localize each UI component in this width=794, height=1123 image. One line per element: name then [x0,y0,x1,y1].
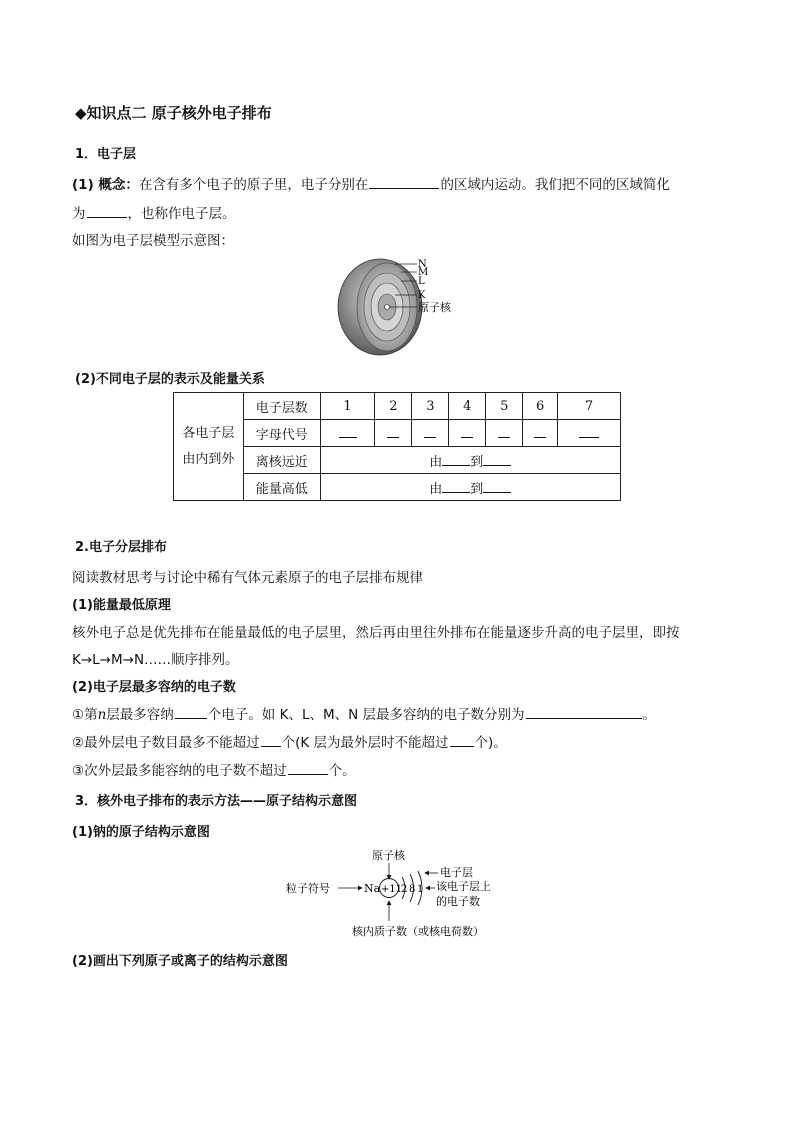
rule1-b: 层最多容纳 [106,707,174,723]
part2-sub1-heading: (1)能量最低原理 [72,598,171,613]
rule-2 [72,731,507,751]
part2-sub2-heading: (2)电子层最多容纳的电子数 [72,680,236,695]
label-l: L [418,276,425,287]
blank-rule1-counts [526,704,642,719]
rule1-c: 个电子。如 K、L、M、N 层最多容纳的电子数分别为 [207,707,525,723]
cell-shell-2: 2 [375,393,412,420]
electrons-shell-2: 8 [409,884,416,895]
blank-simplify [87,203,127,218]
part1-sub2-heading: (2)不同电子层的表示及能量关系 [75,372,265,387]
nucleus-label: 原子核 [372,849,405,862]
cell-shell-5: 5 [486,393,523,420]
rule1-n: n [97,707,107,723]
label-shell-number: 电子层数 [243,393,320,420]
blank-letter-6 [523,420,558,447]
nucleus-charge: +11 [381,884,403,895]
blank-rule2-a [261,732,281,747]
distance-to: 到 [470,454,484,470]
part2-sub1-text-b: K→L→M→N……顺序排列。 [72,652,239,668]
concept-text-b: 的区域内运动。我们把不同的区域简化 [440,177,670,193]
concept-label: (1) 概念： [72,177,139,193]
symbol-label: 粒子符号 [286,882,330,895]
blank-letter-7 [558,420,621,447]
label-k: K [418,290,426,301]
energy-cell [320,474,620,501]
label-nucleus: 原子核 [418,301,451,314]
shell-model-figure [335,255,465,360]
rule3-a: ③次外层最多能容纳的电子数不超过 [72,763,287,779]
rule2-c: 个)。 [474,735,507,751]
proton-label: 核内质子数（或核电荷数） [352,925,484,938]
part1-heading: 1．电子层 [75,147,137,162]
part3-sub1-heading: (1)钠的原子结构示意图 [72,825,210,840]
rule2-b: 个(K 层为最外层时不能超过 [281,735,449,751]
shell-count-label-a: 该电子层上 [436,880,491,893]
blank-letter-3 [412,420,449,447]
label-energy: 能量高低 [243,474,320,501]
section-title: ◆知识点二 原子核外电子排布 [75,104,272,122]
energy-to: 到 [470,481,484,497]
blank-region [369,174,439,189]
row-header [174,393,244,501]
part3-sub2-heading: (2)画出下列原子或离子的结构示意图 [72,954,288,969]
cell-shell-4: 4 [449,393,486,420]
concept-text-c: 为 [72,206,86,222]
electrons-shell-3: 1 [417,884,424,895]
figure-intro: 如图为电子层模型示意图： [72,233,234,249]
part3-heading: 3．核外电子排布的表示方法——原子结构示意图 [75,794,358,809]
rule1-a: ①第 [72,707,98,723]
symbol: Na [364,882,381,895]
label-letter-code: 字母代号 [243,420,320,447]
sodium-structure-diagram [280,843,520,941]
blank-rule2-b [450,732,474,747]
cell-shell-3: 3 [412,393,449,420]
shell-table [173,392,621,501]
rule2-a: ②最外层电子数目最多不能超过 [72,735,260,751]
energy-from: 由 [429,481,443,497]
concept-text-d: ，也称作电子层。 [127,206,236,222]
shell-count-label-b: 的电子数 [436,895,480,908]
rule-3 [72,759,356,779]
rule3-b: 个。 [328,763,356,779]
cell-shell-7: 7 [558,393,621,420]
blank-letter-4 [449,420,486,447]
distance-cell [320,447,620,474]
concept-line-2 [72,202,236,222]
nucleus-dot [385,305,390,310]
label-distance: 离核远近 [243,447,320,474]
blank-letter-5 [486,420,523,447]
electrons-shell-1: 2 [401,884,408,895]
row-header-line2: 由内到外 [182,451,235,467]
part2-intro: 阅读教材思考与讨论中稀有气体元素原子的电子层排布规律 [72,570,423,586]
row-header-line1: 各电子层 [182,425,235,441]
blank-rule3 [288,760,328,775]
part2-heading: 2.电子分层排布 [75,540,167,555]
rule1-d: 。 [642,707,657,723]
part2-sub1-text-a: 核外电子总是优先排布在能量最低的电子层里，然后再由里往外排布在能量逐步升高的电子层里，即按 [72,625,680,641]
concept-text-a: 在含有多个电子的原子里，电子分别在 [138,177,369,193]
cell-shell-6: 6 [523,393,558,420]
shell-label: 电子层 [440,866,473,879]
blank-rule1-max [175,704,207,719]
label-m: M [418,267,429,278]
cell-shell-1: 1 [320,393,375,420]
distance-from: 由 [429,454,443,470]
blank-letter-1 [320,420,375,447]
rule-1 [72,703,656,723]
label-n: N [418,259,427,270]
blank-letter-2 [375,420,412,447]
concept-line-1 [72,173,670,193]
